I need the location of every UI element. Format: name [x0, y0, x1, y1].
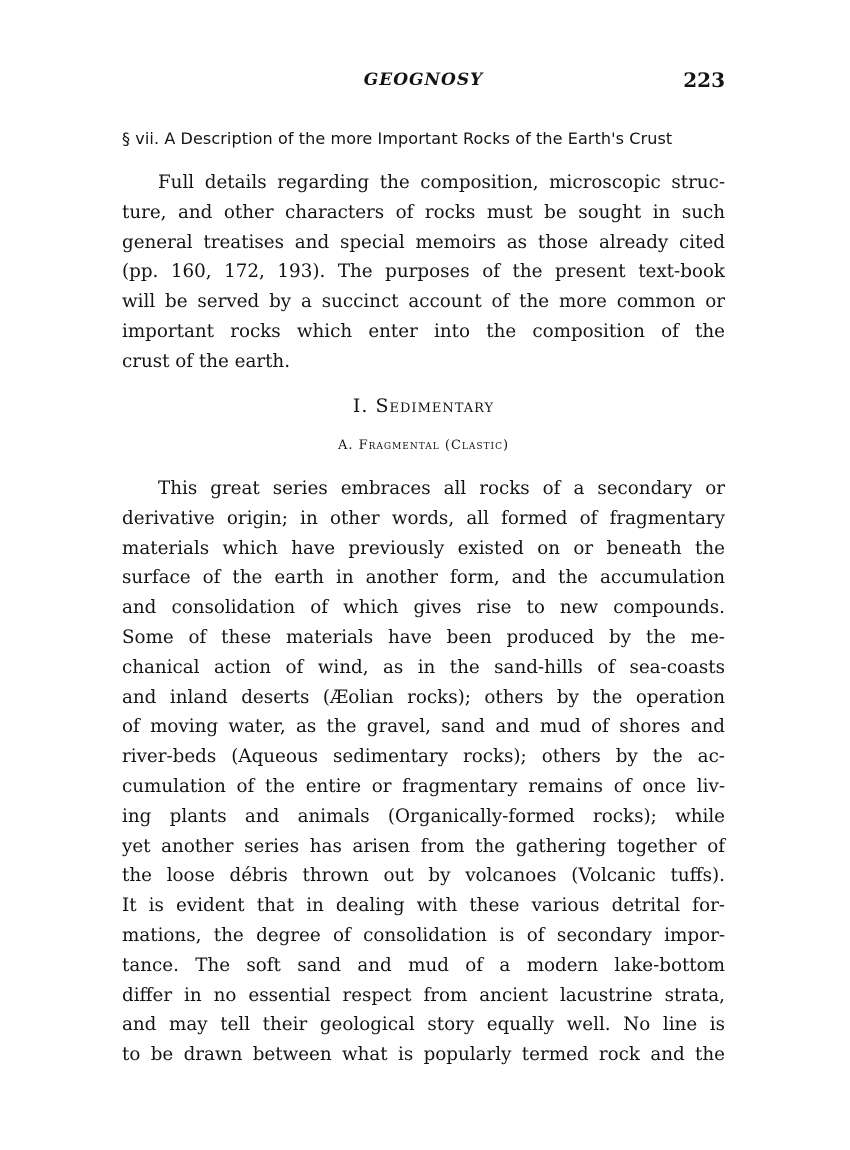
text-line: ing plants and animals (Organically-formed rocks); while [122, 805, 725, 827]
text-line: and may tell their geological story equally well. No line is [122, 1014, 725, 1036]
text-line: cumulation of the entire or fragmentary remains of once liv- [122, 775, 725, 797]
text-line: mations, the degree of consolidation is of secondary impor- [122, 924, 725, 946]
text-line: of moving water, as the gravel, sand and mud of shores and [122, 716, 725, 738]
text-line: yet another series has arisen from the gathering together of [122, 835, 725, 857]
text-line: and consolidation of which gives rise to new compounds. [122, 597, 725, 619]
text-line: crust of the earth. [122, 350, 291, 372]
text-line: tance. The soft sand and mud of a modern lake-bottom [122, 954, 725, 976]
page-number: 223 [683, 68, 725, 92]
running-title: GEOGNOSY [363, 70, 484, 90]
text-line: chanical action of wind, as in the sand-hills of sea-coasts [122, 656, 725, 678]
text-line: will be served by a succinct account of the more common or [122, 291, 725, 313]
text-line: Full details regarding the composition, microscopic struc- [158, 172, 725, 193]
text-line: It is evident that in dealing with these various detrital for- [122, 895, 725, 917]
text-line: differ in no essential respect from ancient lacustrine strata, [122, 984, 725, 1006]
text-line: important rocks which enter into the composition of the [122, 320, 725, 342]
text-line: to be drawn between what is popularly termed rock and the [122, 1044, 725, 1066]
section-heading: § vii. A Description of the more Important Rocks of the Earth's Crust [122, 129, 673, 148]
text-line: surface of the earth in another form, and the accumulation [122, 567, 725, 589]
running-head [122, 70, 725, 100]
text-line: ture, and other characters of rocks must be sought in such [122, 201, 725, 223]
text-line: the loose débris thrown out by volcanoes (Volcanic tuffs). [122, 865, 725, 887]
text-line: general treatises and special memoirs as those already cited [122, 231, 725, 253]
text-line: Some of these materials have been produced by the me- [122, 626, 725, 648]
text-line: river-beds (Aqueous sedimentary rocks); others by the ac- [122, 746, 725, 768]
text-line: materials which have previously existed on or beneath the [122, 537, 725, 559]
text-line: derivative origin; in other words, all formed of fragmentary [122, 507, 725, 529]
intro-paragraph [122, 168, 725, 377]
body-paragraph [122, 474, 725, 1070]
text-line: and inland deserts (Æolian rocks); others by the operation [122, 686, 725, 708]
text-line: (pp. 160, 172, 193). The purposes of the present text-book [122, 261, 725, 283]
text-line: This great series embraces all rocks of a secondary or [158, 478, 725, 499]
part-heading: I. Sedimentary [352, 395, 495, 417]
sub-heading: A. Fragmental (Clastic) [337, 438, 510, 453]
